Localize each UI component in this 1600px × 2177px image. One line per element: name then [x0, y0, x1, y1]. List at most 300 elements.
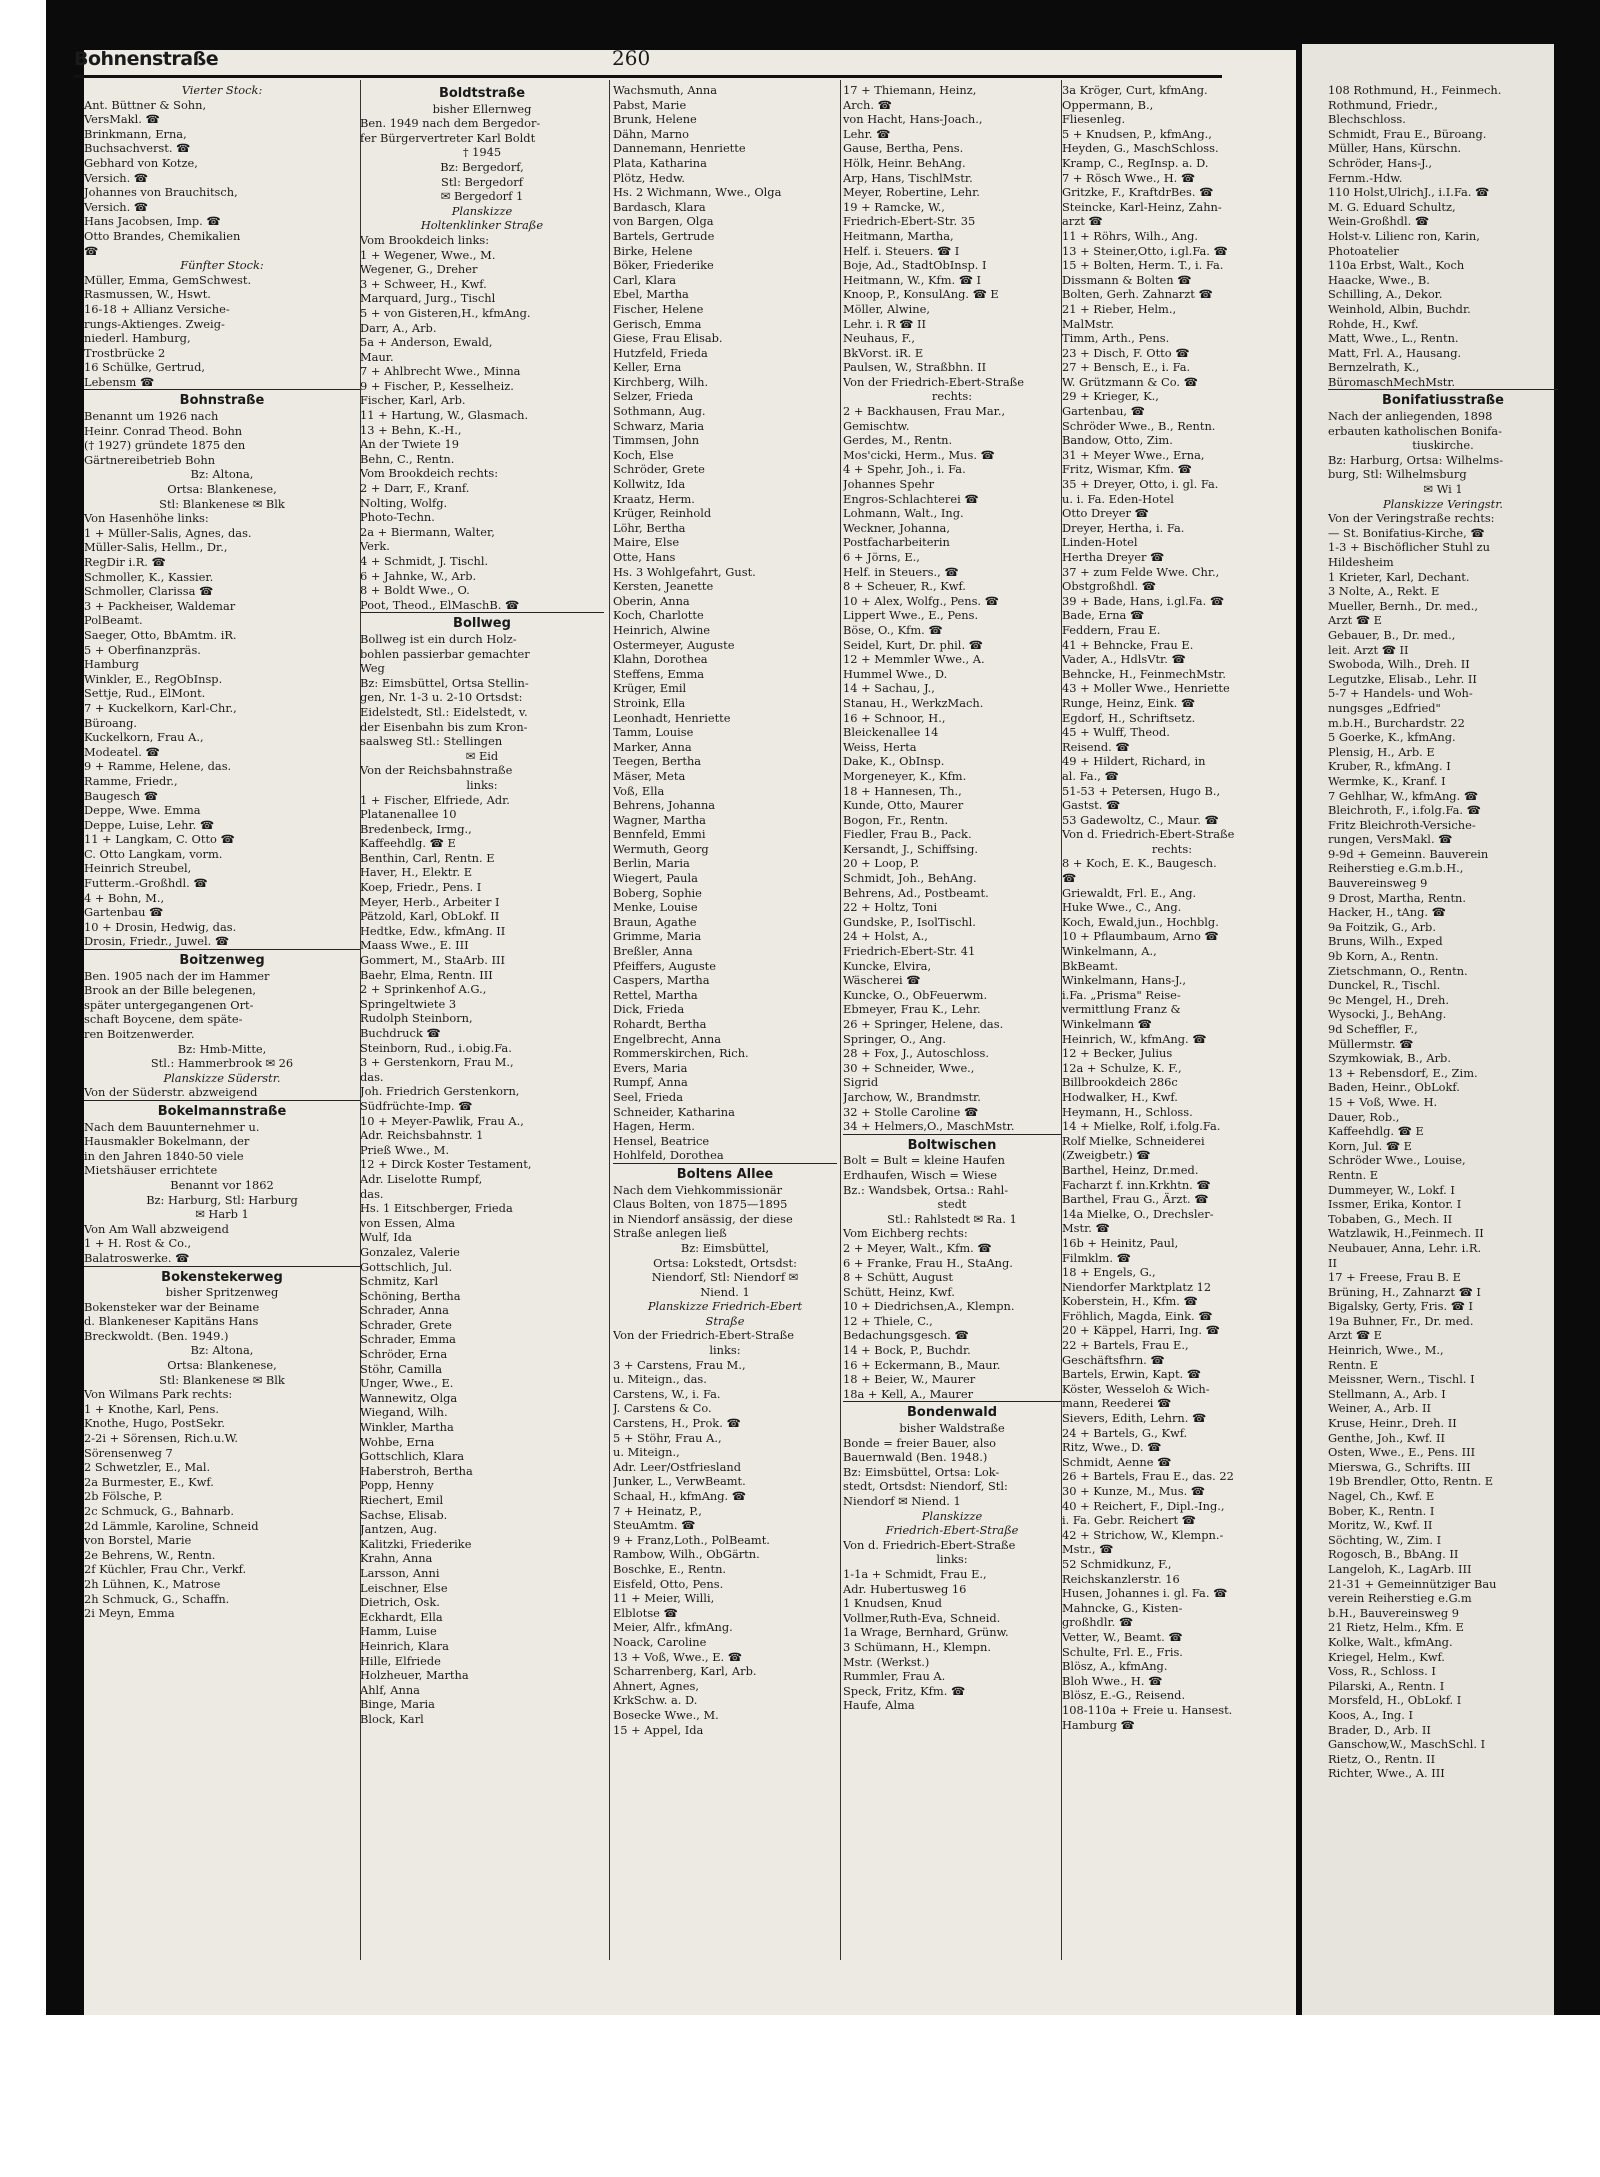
entry-line: Egdorf, H., Schriftsetz. — [1062, 710, 1196, 725]
entry-line: 34 + Helmers,O., MaschMstr. — [843, 1119, 1015, 1134]
entry-line: erbauten katholischen Bonifa- — [1328, 423, 1502, 438]
entry-line: burg, Stl: Wilhelmsburg — [1328, 467, 1467, 482]
directory-column-1 — [84, 83, 360, 1963]
entry-line: 20 + Loop, P. — [843, 856, 920, 871]
entry-line: Kalitzki, Friederike — [360, 1536, 472, 1551]
entry-line: Stroink, Ella — [613, 695, 686, 710]
entry-line: Zietschmann, O., Rentn. — [1328, 963, 1468, 978]
entry-line: Dissmann & Bolten ☎ — [1062, 272, 1192, 287]
entry-line: 3 + Gerstenkorn, Frau M., — [360, 1055, 514, 1070]
entry-line: 5a + Anderson, Ewald, — [360, 335, 493, 350]
entry-line: Eckhardt, Ella — [360, 1609, 443, 1624]
entry-line: Arp, Hans, TischlMstr. — [843, 170, 973, 185]
entry-line: Hölk, Heinr. BehAng. — [843, 155, 966, 170]
entry-line: 21 Rietz, Helm., Kfm. E — [1328, 1620, 1464, 1635]
entry-line: 6 + Franke, Frau H., StaAng. — [843, 1255, 1013, 1270]
entry-line: Bauvereinsweg 9 — [1328, 876, 1428, 891]
entry-line: Junker, L., VerwBeamt. — [613, 1474, 746, 1489]
directory-column-2 — [360, 83, 604, 1963]
entry-line: Buchsachverst. ☎ — [84, 141, 191, 156]
entry-line: Vollmer,Ruth-Eva, Schneid. — [843, 1610, 1001, 1625]
entry-line: Legutzke, Elisab., Lehr. II — [1328, 671, 1477, 686]
entry-line: Bz: Harburg, Ortsa: Wilhelms- — [1328, 452, 1504, 467]
entry-line: 3a Kröger, Curt, kfmAng. — [1062, 83, 1208, 97]
entry-line: Schrader, Emma — [360, 1332, 456, 1347]
entry-line: Hodwalker, H., Kwf. — [1062, 1089, 1178, 1104]
entry-line: ✉ Wi 1 — [1423, 482, 1463, 497]
entry-line: Timm, Arth., Pens. — [1062, 331, 1170, 346]
entry-line: 9 + Ramme, Helene, das. — [84, 759, 232, 774]
entry-line: Büroang. — [84, 715, 138, 730]
entry-line: Ramme, Friedr., — [84, 773, 178, 788]
entry-line: Kuckelkorn, Frau A., — [84, 730, 204, 745]
entry-line: Koch, Else — [613, 447, 674, 462]
entry-line: Dauer, Rob., — [1328, 1109, 1400, 1124]
entry-line: Krüger, Reinhold — [613, 506, 712, 521]
entry-line: Ben. 1905 nach der im Hammer — [84, 968, 270, 983]
entry-line: 37 + zum Felde Wwe. Chr., — [1062, 564, 1220, 579]
entry-line: Evers, Maria — [613, 1060, 688, 1075]
entry-line: Rettel, Martha — [613, 987, 698, 1002]
entry-line: Krüger, Emil — [613, 681, 687, 696]
entry-line: großhdlr. ☎ — [1062, 1615, 1134, 1630]
entry-line: Billbrookdeich 286c — [1062, 1075, 1178, 1090]
entry-line: Haver, H., Elektr. E — [360, 865, 473, 880]
entry-line: Brook an der Bille belegenen, — [84, 983, 257, 998]
entry-line: 1 + Knothe, Karl, Pens. — [84, 1401, 219, 1416]
header-rule — [74, 75, 1222, 78]
entry-line: Weinhold, Albin, Buchdr. — [1328, 301, 1471, 316]
entry-line: Behncke, H., FeinmechMstr. — [1062, 666, 1227, 681]
entry-line: Sigrid — [843, 1075, 879, 1090]
entry-line: Hamburg — [84, 657, 139, 672]
entry-line: Neuhaus, F., — [843, 331, 915, 346]
entry-line: Köster, Wesseloh & Wich- — [1062, 1381, 1210, 1396]
entry-line: 2a Burmester, E., Kwf. — [84, 1474, 214, 1489]
entry-line: Verk. — [360, 539, 390, 554]
entry-line: 11 + Hartung, W., Glasmach. — [360, 408, 529, 423]
entry-line: Kuncke, O., ObFeuerwm. — [843, 987, 988, 1002]
entry-line: Versich. ☎ — [84, 170, 148, 185]
entry-line: Seidel, Kurt, Dr. phil. ☎ — [843, 637, 983, 652]
entry-line: Settje, Rud., ElMont. — [84, 686, 206, 701]
entry-line: Szymkowiak, B., Arb. — [1328, 1051, 1451, 1066]
entry-line: Nolting, Wolfg. — [360, 495, 448, 510]
section-rule — [1328, 389, 1558, 390]
entry-line: Prieß Wwe., M. — [360, 1142, 450, 1157]
entry-line: Ostermeyer, Auguste — [613, 637, 735, 652]
entry-line: 9 Drost, Martha, Rentn. — [1328, 890, 1467, 905]
entry-line: Blösz, A., kfmAng. — [1062, 1659, 1168, 1674]
entry-line: 5-7 + Handels- und Woh- — [1328, 686, 1473, 701]
entry-line: Barthel, Heinz, Dr.med. — [1062, 1162, 1199, 1177]
entry-line: 53 Gadewoltz, C., Maur. ☎ — [1062, 812, 1219, 827]
entry-line: 8 + Schütt, August — [843, 1270, 953, 1285]
entry-line: arzt ☎ — [1062, 214, 1103, 229]
entry-line: BüromaschMechMstr. — [1328, 374, 1456, 389]
entry-line: Lippert Wwe., E., Pens. — [843, 608, 979, 623]
entry-line: links: — [936, 1552, 968, 1567]
entry-line: Heinrich, Wwe., M., — [1328, 1343, 1444, 1358]
entry-line: II — [1328, 1255, 1337, 1270]
entry-line: Möller, Alwine, — [843, 301, 930, 316]
entry-line: rechts: — [931, 389, 973, 404]
entry-line: 14 + Sachau, J., — [843, 681, 935, 696]
entry-line: Reiherstieg e.G.m.b.H., — [1328, 861, 1464, 876]
entry-line: Weiss, Herta — [843, 739, 917, 754]
entry-line: Steffens, Emma — [613, 666, 705, 681]
entry-line: Behrens, Johanna — [613, 798, 716, 813]
entry-line: 35 + Dreyer, Otto, i. gl. Fa. — [1062, 477, 1219, 492]
entry-line: 15 + Voß, Wwe. H. — [1328, 1094, 1438, 1109]
entry-line: Elblotse ☎ — [613, 1605, 678, 1620]
entry-line: 21-31 + Gemeinnütziger Bau — [1328, 1576, 1497, 1591]
entry-line: Kunde, Otto, Maurer — [843, 798, 964, 813]
entry-line: Planskizze Friedrich-Ebert — [647, 1299, 803, 1314]
entry-line: Voss, R., Schloss. I — [1328, 1664, 1436, 1679]
entry-line: Johannes Spehr — [843, 477, 935, 492]
entry-line: Marquard, Jurg., Tischl — [360, 291, 496, 306]
entry-line: Kollwitz, Ida — [613, 477, 686, 492]
entry-line: Niendorfer Marktplatz 12 — [1062, 1279, 1212, 1294]
entry-line: Bandow, Otto, Zim. — [1062, 433, 1173, 448]
entry-line: Gottschlich, Jul. — [360, 1259, 453, 1274]
entry-line: niederl. Hamburg, — [84, 331, 191, 346]
entry-line: Kersandt, J., Schiffsing. — [843, 841, 979, 856]
entry-line: Gundske, P., IsolTischl. — [843, 914, 976, 929]
entry-line: Popp, Henny — [360, 1478, 434, 1493]
entry-line: Bartels, Gertrude — [613, 228, 715, 243]
entry-line: 24 + Bartels, G., Kwf. — [1062, 1425, 1188, 1440]
entry-line: 3 Nolte, A., Rekt. E — [1328, 584, 1440, 599]
entry-line: ren Boitzenwerder. — [84, 1027, 195, 1041]
entry-line: Saeger, Otto, BbAmtm. iR. — [84, 627, 237, 642]
entry-line: Sievers, Edith, Lehrn. ☎ — [1062, 1411, 1207, 1426]
entry-line: Schneider, Katharina — [613, 1104, 735, 1119]
entry-line: rechts: — [1151, 841, 1193, 856]
entry-line: Krahn, Anna — [360, 1551, 433, 1566]
entry-line: Deppe, Wwe. Emma — [84, 803, 201, 818]
entry-line: BkBeamt. — [1062, 958, 1119, 973]
entry-line: Niendorf, Stl: Niendorf ✉ — [651, 1270, 799, 1285]
entry-line: Schwarz, Maria — [613, 418, 705, 433]
entry-line: Holzheuer, Martha — [360, 1668, 469, 1683]
entry-line: 6 + Jörns, E., — [843, 550, 920, 564]
entry-line: 7 + Heinatz, P., — [613, 1503, 702, 1518]
entry-line: Straße anlegen ließ — [613, 1226, 727, 1241]
entry-line: Wermke, K., Kranf. I — [1328, 773, 1446, 788]
entry-line: Brader, D., Arb. II — [1328, 1722, 1431, 1737]
entry-line: Holtenklinker Straße — [420, 218, 544, 233]
entry-line: Bz: Eimsbüttel, — [680, 1240, 770, 1255]
entry-line: 10 + Meyer-Pawlik, Frau A., — [360, 1113, 524, 1128]
entry-line: 31 + Meyer Wwe., Erna, — [1062, 447, 1205, 462]
entry-line: 19b Brendler, Otto, Rentn. E — [1328, 1474, 1494, 1489]
entry-line: 18 + Beier, W., Maurer — [843, 1372, 976, 1387]
entry-line: von Hacht, Hans-Joach., — [843, 112, 983, 127]
entry-line: 5 + Knudsen, P., kfmAng., — [1062, 126, 1212, 141]
entry-line: mann, Reederei ☎ — [1062, 1396, 1172, 1411]
entry-line: Rumpf, Anna — [613, 1075, 688, 1090]
entry-line: Carstens, W., i. Fa. — [613, 1386, 721, 1401]
entry-line: Osten, Wwe., E., Pens. III — [1328, 1445, 1476, 1460]
entry-line: Bz.: Wandsbek, Ortsa.: Rahl- — [843, 1182, 1009, 1197]
entry-line: bisher Spritzenweg — [165, 1285, 279, 1300]
entry-line: Dake, K., ObInsp. — [843, 754, 945, 769]
entry-line: Planskizze — [451, 203, 513, 218]
entry-line: Sörensenweg 7 — [84, 1445, 173, 1460]
entry-line: Versich. ☎ — [84, 199, 148, 214]
entry-line: Blösz, E.-G., Reisend. — [1062, 1688, 1186, 1703]
entry-line: Rudolph Steinborn, — [360, 1011, 473, 1026]
entry-line: Eidelstedt, Stl.: Eidelstedt, v. — [360, 704, 528, 719]
entry-line: Mäser, Meta — [613, 768, 686, 783]
entry-line: 26 + Springer, Helene, das. — [843, 1017, 1004, 1031]
entry-line: Heinrich, Alwine — [613, 622, 711, 637]
entry-line: Griewaldt, Frl. E., Ang. — [1062, 885, 1197, 900]
entry-line: Feddern, Frau E. — [1062, 622, 1161, 637]
entry-line: Photo-Techn. — [360, 510, 435, 525]
entry-line: 7 + Ahlbrecht Wwe., Minna — [360, 364, 521, 379]
entry-line: Planskizze Veringstr. — [1382, 496, 1504, 511]
entry-line: Giese, Frau Elisab. — [613, 331, 723, 346]
entry-line: 8 + Boldt Wwe., O. — [360, 583, 470, 598]
section-rule — [843, 1134, 1061, 1135]
entry-line: Hamburg ☎ — [1062, 1717, 1135, 1732]
entry-line: Vierter Stock: — [181, 83, 263, 97]
entry-line: Jantzen, Aug. — [360, 1522, 438, 1537]
street-heading: Bohnstraße — [179, 394, 265, 409]
entry-line: Swoboda, Wilh., Dreh. II — [1328, 657, 1470, 672]
entry-line: 11 + Langkam, C. Otto ☎ — [84, 832, 235, 847]
entry-line: Schröder Wwe., Louise, — [1328, 1153, 1466, 1168]
entry-line: RegDir i.R. ☎ — [84, 555, 166, 569]
entry-line: von Borstel, Marie — [84, 1533, 192, 1548]
entry-line: leit. Arzt ☎ II — [1328, 642, 1409, 657]
entry-line: Brunk, Helene — [613, 112, 697, 127]
directory-column-3 — [613, 83, 837, 1963]
entry-line: 1a Wrage, Bernhard, Grünw. — [843, 1625, 1009, 1640]
entry-line: Rommerskirchen, Rich. — [613, 1046, 749, 1061]
entry-line: Brüning, H., Zahnarzt ☎ I — [1328, 1284, 1481, 1299]
directory-column-5 — [1062, 83, 1282, 1963]
entry-line: 18 + Hannesen, Th., — [843, 783, 962, 798]
entry-line: Lehr. ☎ — [843, 126, 891, 141]
entry-line: Balatroswerke. ☎ — [84, 1250, 190, 1265]
street-heading: Boltens Allee — [676, 1167, 774, 1182]
street-heading: Bollweg — [453, 617, 511, 632]
entry-line: Drosin, Friedr., Juwel. ☎ — [84, 934, 230, 949]
entry-line: Von d. Friedrich-Ebert-Straße — [1062, 827, 1235, 842]
entry-line: 28 + Fox, J., Autoschloss. — [843, 1046, 989, 1061]
entry-line: 1 + Wegener, Wwe., M. — [360, 247, 496, 262]
entry-line: 19 + Ramcke, W., — [843, 199, 945, 214]
entry-line: Arzt ☎ E — [1328, 613, 1382, 628]
entry-line: 15 + Bolten, Herm. T., i. Fa. — [1062, 258, 1224, 273]
entry-line: Wermuth, Georg — [613, 841, 709, 856]
entry-line: saalsweg Stl.: Stellingen — [360, 734, 503, 749]
entry-line: Modeatel. ☎ — [84, 744, 160, 759]
entry-line: Buchdruck ☎ — [360, 1026, 441, 1040]
entry-line: Gritzke, F., KraftdrBes. ☎ — [1062, 185, 1214, 200]
entry-line: Engros-Schlachterei ☎ — [843, 491, 979, 506]
entry-line: Müllermstr. ☎ — [1328, 1036, 1414, 1051]
entry-line: 2 + Darr, F., Kranf. — [360, 481, 470, 496]
entry-line: Wohbe, Erna — [360, 1434, 435, 1449]
entry-line: Berlin, Maria — [613, 856, 690, 871]
entry-line: (Zweigbetr.) ☎ — [1062, 1148, 1151, 1163]
entry-line: Straße — [705, 1313, 745, 1328]
entry-line: Barthel, Frau G., Ärzt. ☎ — [1062, 1192, 1209, 1207]
entry-line: 5 + von Gisteren,H., kfmAng. — [360, 305, 531, 320]
entry-line: Hohlfeld, Dorothea — [613, 1148, 724, 1163]
entry-line: Lehr. i. R ☎ II — [843, 316, 926, 331]
entry-line: bisher Ellernweg — [432, 101, 532, 116]
entry-line: Mierswa, G., Schrifts. III — [1328, 1459, 1471, 1474]
entry-line: vermittlung Franz & — [1062, 1002, 1181, 1017]
section-rule — [84, 1266, 360, 1267]
entry-line: Koch, Charlotte — [613, 608, 704, 623]
section-rule — [84, 949, 360, 950]
entry-line: 3 + Schweer, H., Kwf. — [360, 276, 487, 291]
entry-line: 2h Schmuck, G., Schaffn. — [84, 1591, 230, 1606]
entry-line: Gerdes, M., Rentn. — [843, 433, 953, 448]
directory-column-4 — [843, 83, 1061, 1963]
entry-line: 13 + Behn, K.-H., — [360, 422, 462, 437]
entry-line: Ahlf, Anna — [360, 1682, 420, 1697]
entry-line: Wein-Großhdl. ☎ — [1328, 214, 1430, 229]
entry-line: Baugesch ☎ — [84, 788, 158, 803]
entry-line: Von der Veringstraße rechts: — [1328, 511, 1495, 526]
entry-line: Koch, Ewald,jun., Hochblg. — [1062, 914, 1219, 929]
entry-line: links: — [466, 777, 498, 792]
entry-line: Schmidt, Joh., BehAng. — [843, 871, 977, 886]
entry-line: u. i. Fa. Eden-Hotel — [1062, 491, 1174, 506]
entry-line: 2e Behrens, W., Rentn. — [84, 1547, 216, 1562]
entry-line: 14 + Bock, P., Buchdr. — [843, 1343, 971, 1358]
entry-line: 2f Küchler, Frau Chr., Verkf. — [84, 1562, 247, 1577]
entry-line: Winkelmann, Hans-J., — [1062, 973, 1186, 988]
entry-line: Wäscherei ☎ — [843, 973, 921, 988]
entry-line: m.b.H., Burchardstr. 22 — [1328, 715, 1465, 730]
entry-line: Bonde = freier Bauer, also — [843, 1435, 997, 1450]
entry-line: Bz: Eimsbüttel, Ortsa: Lok- — [843, 1464, 1000, 1479]
entry-line: Friedrich-Ebert-Str. 41 — [843, 944, 976, 959]
entry-line: 13 + Rebensdorf, E., Zim. — [1328, 1065, 1478, 1080]
entry-line: Moritz, W., Kwf. II — [1328, 1518, 1433, 1533]
entry-line: Runge, Heinz, Eink. ☎ — [1062, 695, 1196, 710]
entry-line: 12 + Dirck Koster Testament, — [360, 1157, 532, 1172]
entry-line: Photoatelier — [1328, 243, 1399, 258]
entry-line: Schaal, H., kfmAng. ☎ — [613, 1489, 746, 1503]
entry-line: Pfeiffers, Auguste — [613, 958, 716, 973]
entry-line: Brinkmann, Erna, — [84, 126, 187, 141]
entry-line: Dummeyer, W., Lokf. I — [1328, 1182, 1455, 1197]
entry-line: u. Miteign., das. — [613, 1372, 707, 1387]
entry-line: Marker, Anna — [613, 739, 692, 754]
entry-line: Vetter, W., Beamt. ☎ — [1062, 1629, 1183, 1644]
entry-line: 16 Schülke, Gertrud, — [84, 360, 206, 375]
entry-line: Fischer, Helene — [613, 301, 704, 316]
entry-line: An der Twiete 19 — [360, 437, 460, 452]
entry-line: 9-9d + Gemeinn. Bauverein — [1328, 846, 1489, 861]
entry-line: von Bargen, Olga — [613, 214, 714, 229]
entry-line: Helf. i. Steuers. ☎ I — [843, 243, 960, 258]
entry-line: Friedrich-Ebert-Str. 35 — [843, 214, 976, 229]
entry-line: VersMakl. ☎ — [84, 112, 160, 127]
entry-line: Von Wilmans Park rechts: — [84, 1387, 233, 1402]
entry-line: 1 + Müller-Salis, Agnes, das. — [84, 525, 252, 540]
entry-line: Dietrich, Osk. — [360, 1595, 440, 1610]
entry-line: 10 + Diedrichsen,A., Klempn. — [843, 1299, 1015, 1314]
entry-line: Helf. in Steuers., ☎ — [843, 564, 959, 579]
entry-line: b.H., Bauvereinsweg 9 — [1328, 1605, 1460, 1620]
entry-line: Wagner, Martha — [613, 812, 706, 827]
entry-line: Weg — [360, 661, 385, 676]
entry-line: 16b + Heinitz, Paul, — [1062, 1235, 1179, 1250]
entry-line: 10 + Pflaumbaum, Arno ☎ — [1062, 929, 1219, 944]
entry-line: 2b Fölsche, P. — [84, 1489, 163, 1504]
entry-line: Stl.: Hammerbrook ✉ 26 — [150, 1056, 294, 1071]
section-rule — [613, 1163, 837, 1164]
entry-line: 15 + Appel, Ida — [613, 1722, 704, 1737]
entry-line: Matt, Frl. A., Hausang. — [1328, 345, 1462, 360]
entry-line: KrkSchw. a. D. — [613, 1693, 698, 1708]
entry-line: Fünfter Stock: — [180, 258, 264, 273]
entry-line: Ben. 1949 nach dem Bergedor- — [360, 116, 541, 131]
page-number: 260 — [612, 46, 651, 70]
entry-line: Matt, Wwe., L., Rentn. — [1328, 331, 1459, 346]
entry-line: Springeltwiete 3 — [360, 996, 457, 1011]
entry-line: 13 + Voß, Wwe., E. ☎ — [613, 1649, 742, 1664]
entry-line: 2 + Sprinkenhof A.G., — [360, 982, 487, 997]
entry-line: Wachsmuth, Anna — [613, 83, 718, 97]
entry-line: 22 + Bartels, Frau E., — [1062, 1338, 1189, 1353]
entry-line: Rohardt, Bertha — [613, 1017, 707, 1031]
entry-line: ☎ — [84, 243, 99, 258]
entry-line: 11 + Meier, Willi, — [613, 1591, 715, 1606]
entry-line: 2c Schmuck, G., Bahnarb. — [84, 1504, 234, 1518]
entry-line: Noack, Caroline — [613, 1634, 707, 1649]
entry-line: 1-1a + Schmidt, Frau E., — [843, 1566, 987, 1581]
column-divider — [609, 80, 610, 1960]
entry-line: Timmsen, John — [613, 433, 700, 448]
entry-line: 7 + Rösch Wwe., H. ☎ — [1062, 170, 1196, 185]
entry-line: 9 + Franz,Loth., PolBeamt. — [613, 1532, 770, 1547]
entry-line: 110a Erbst, Walt., Koch — [1328, 258, 1465, 273]
entry-line: Meissner, Wern., Tischl. I — [1328, 1372, 1475, 1387]
entry-line: 32 + Stolle Caroline ☎ — [843, 1104, 979, 1119]
entry-line: Meier, Alfr., kfmAng. — [613, 1620, 733, 1635]
entry-line: Hummel Wwe., D. — [843, 666, 948, 681]
entry-line: Bloh Wwe., H. ☎ — [1062, 1673, 1163, 1688]
entry-line: Ortsa: Lokstedt, Ortsdst: — [653, 1255, 797, 1270]
entry-line: Oberin, Anna — [613, 593, 690, 608]
entry-line: Adr. Hubertusweg 16 — [843, 1581, 967, 1596]
entry-line: 12 + Becker, Julius — [1062, 1046, 1173, 1061]
entry-line: Haberstroh, Bertha — [360, 1463, 473, 1478]
entry-line: Darr, A., Arb. — [360, 320, 437, 335]
entry-line: rungen, VersMakl. ☎ — [1328, 832, 1453, 847]
entry-line: 7 + Kuckelkorn, Karl-Chr., — [84, 700, 237, 715]
street-heading: Boitzenweg — [179, 954, 265, 969]
entry-line: Caspers, Martha — [613, 973, 710, 988]
entry-line: 4 + Spehr, Joh., i. Fa. — [843, 462, 966, 477]
entry-line: 12 + Memmler Wwe., A. — [843, 652, 985, 667]
entry-line: Schröder, Erna — [360, 1347, 448, 1362]
entry-line: Stl.: Rahlstedt ✉ Ra. 1 — [887, 1211, 1017, 1226]
entry-line: Leischner, Else — [360, 1580, 448, 1595]
